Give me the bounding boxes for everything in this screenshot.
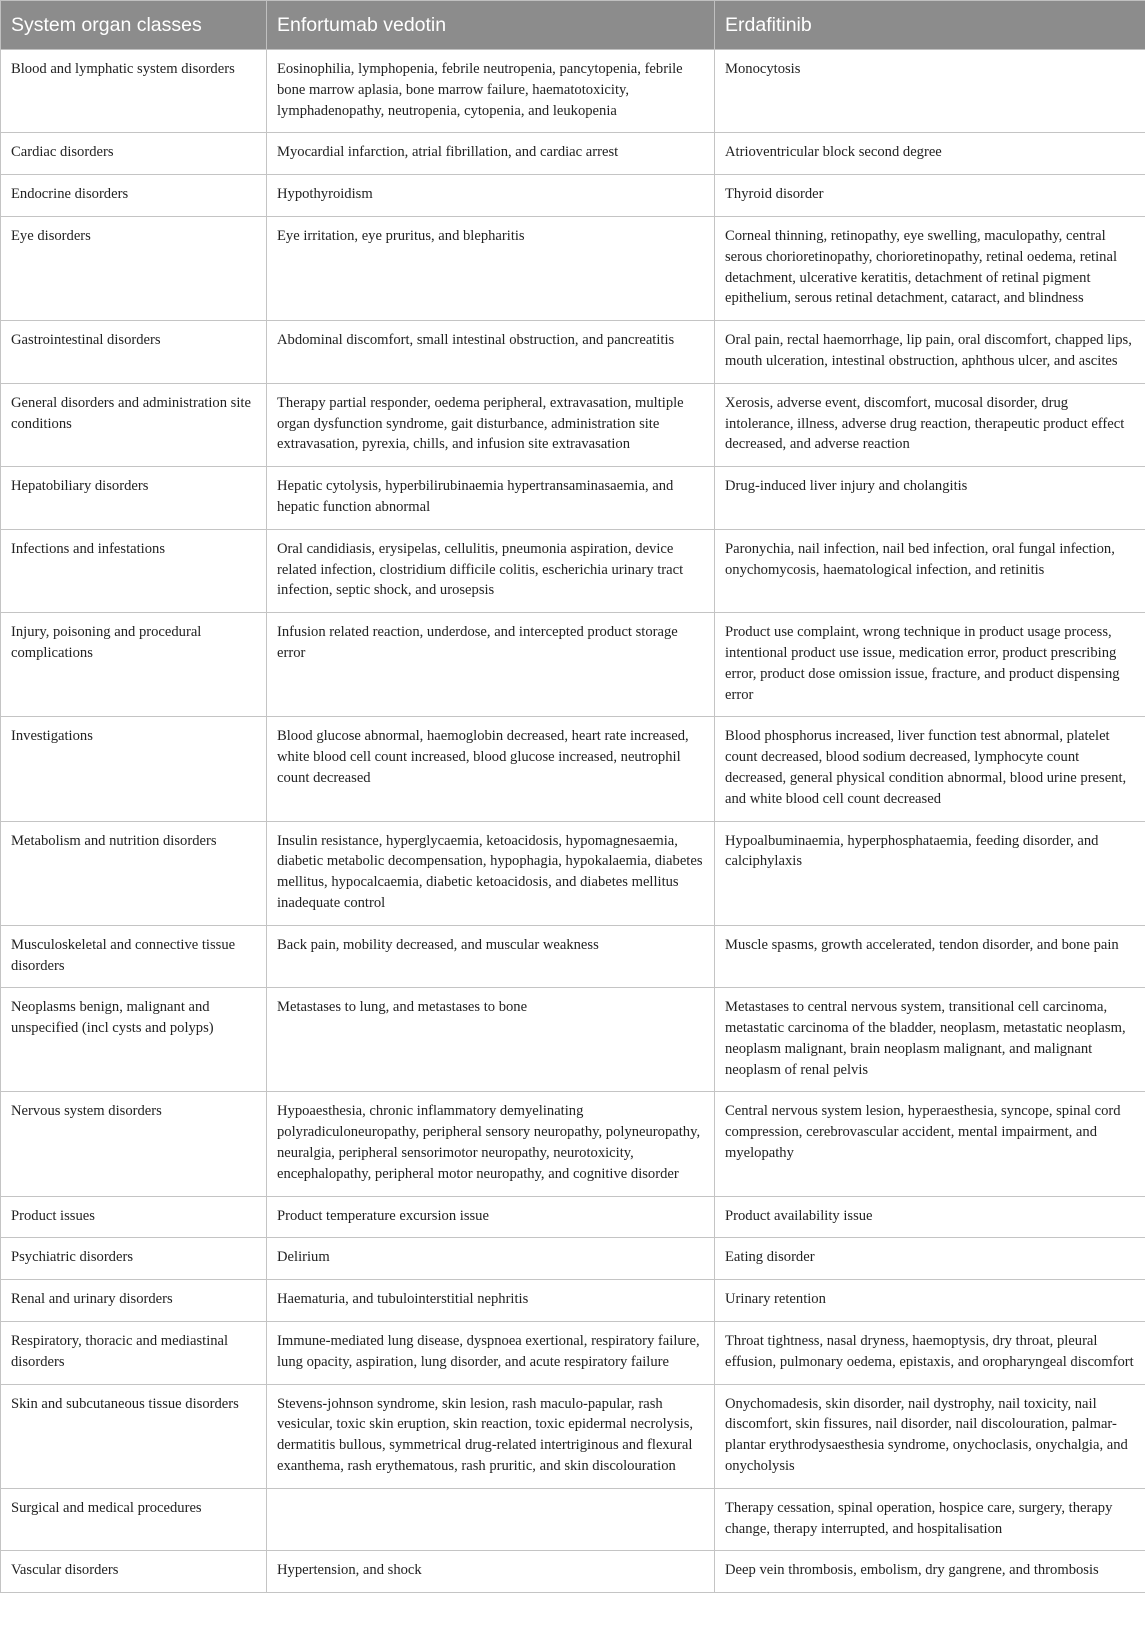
soc-cell: Cardiac disorders xyxy=(1,133,267,175)
erdafitinib-cell: Corneal thinning, retinopathy, eye swelling, maculopathy, central serous chorioretinopathy, chorioretinopathy, retinal oedema, retinal detachment, ulcerative keratitis, detachment of retinal pigment epithelium, serous retinal detachment, cataract, and blindness xyxy=(715,216,1145,320)
soc-cell: Psychiatric disorders xyxy=(1,1238,267,1280)
enfortumab-cell: Immune-mediated lung disease, dyspnoea exertional, respiratory failure, lung opacity, aspiration, lung disorder, and acute respiratory failure xyxy=(267,1322,715,1385)
table-row xyxy=(1,383,1145,466)
soc-cell: Product issues xyxy=(1,1196,267,1238)
soc-cell: Injury, poisoning and procedural complications xyxy=(1,613,267,717)
table-row xyxy=(1,925,1145,988)
table-body xyxy=(1,50,1145,1593)
soc-cell: Gastrointestinal disorders xyxy=(1,321,267,384)
table-row xyxy=(1,1384,1145,1488)
table-row xyxy=(1,1551,1145,1593)
soc-cell: Eye disorders xyxy=(1,216,267,320)
erdafitinib-cell: Product use complaint, wrong technique in product usage process, intentional product use issue, medication error, product prescribing error, product dose omission issue, fracture, and product dispensing error xyxy=(715,613,1145,717)
table-row xyxy=(1,717,1145,821)
table-row xyxy=(1,1238,1145,1280)
enfortumab-cell xyxy=(267,1488,715,1551)
soc-cell: Blood and lymphatic system disorders xyxy=(1,50,267,133)
table-row xyxy=(1,821,1145,925)
table-row xyxy=(1,321,1145,384)
table-row xyxy=(1,1092,1145,1196)
enfortumab-cell: Hypertension, and shock xyxy=(267,1551,715,1593)
table-header xyxy=(1,1,1145,50)
header-erdafitinib: Erdafitinib xyxy=(715,1,1145,50)
erdafitinib-cell: Monocytosis xyxy=(715,50,1145,133)
soc-cell: Surgical and medical procedures xyxy=(1,1488,267,1551)
table-row xyxy=(1,529,1145,612)
erdafitinib-cell: Deep vein thrombosis, embolism, dry gangrene, and thrombosis xyxy=(715,1551,1145,1593)
table-row xyxy=(1,50,1145,133)
erdafitinib-cell: Eating disorder xyxy=(715,1238,1145,1280)
enfortumab-cell: Eosinophilia, lymphopenia, febrile neutropenia, pancytopenia, febrile bone marrow aplasia, bone marrow failure, haematotoxicity, lymphadenopathy, neutropenia, cytopenia, and leukopenia xyxy=(267,50,715,133)
soc-cell: Skin and subcutaneous tissue disorders xyxy=(1,1384,267,1488)
table-row xyxy=(1,1488,1145,1551)
erdafitinib-cell: Muscle spasms, growth accelerated, tendon disorder, and bone pain xyxy=(715,925,1145,988)
soc-cell: Metabolism and nutrition disorders xyxy=(1,821,267,925)
enfortumab-cell: Haematuria, and tubulointerstitial nephritis xyxy=(267,1280,715,1322)
erdafitinib-cell: Blood phosphorus increased, liver function test abnormal, platelet count decreased, blood sodium decreased, lymphocyte count decreased, general physical condition abnormal, blood urine present, and white blood cell count decreased xyxy=(715,717,1145,821)
enfortumab-cell: Delirium xyxy=(267,1238,715,1280)
erdafitinib-cell: Drug-induced liver injury and cholangitis xyxy=(715,467,1145,530)
enfortumab-cell: Back pain, mobility decreased, and muscular weakness xyxy=(267,925,715,988)
header-enfortumab-vedotin: Enfortumab vedotin xyxy=(267,1,715,50)
soc-cell: Hepatobiliary disorders xyxy=(1,467,267,530)
erdafitinib-cell: Therapy cessation, spinal operation, hospice care, surgery, therapy change, therapy interrupted, and hospitalisation xyxy=(715,1488,1145,1551)
table-row xyxy=(1,216,1145,320)
soc-cell: Investigations xyxy=(1,717,267,821)
erdafitinib-cell: Product availability issue xyxy=(715,1196,1145,1238)
soc-cell: Renal and urinary disorders xyxy=(1,1280,267,1322)
enfortumab-cell: Therapy partial responder, oedema peripheral, extravasation, multiple organ dysfunction syndrome, gait disturbance, administration site extravasation, pyrexia, chills, and infusion site extravasation xyxy=(267,383,715,466)
table-row xyxy=(1,133,1145,175)
erdafitinib-cell: Throat tightness, nasal dryness, haemoptysis, dry throat, pleural effusion, pulmonary oedema, epistaxis, and oropharyngeal discomfort xyxy=(715,1322,1145,1385)
enfortumab-cell: Stevens-johnson syndrome, skin lesion, rash maculo-papular, rash vesicular, toxic skin eruption, skin reaction, toxic epidermal necrolysis, dermatitis bullous, symmetrical drug-related intertriginous and flexural exanthema, rash erythematous, rash pruritic, and skin discolouration xyxy=(267,1384,715,1488)
soc-cell: Infections and infestations xyxy=(1,529,267,612)
erdafitinib-cell: Atrioventricular block second degree xyxy=(715,133,1145,175)
soc-cell: Endocrine disorders xyxy=(1,175,267,217)
enfortumab-cell: Oral candidiasis, erysipelas, cellulitis, pneumonia aspiration, device related infection, clostridium difficile colitis, escherichia urinary tract infection, septic shock, and urosepsis xyxy=(267,529,715,612)
header-system-organ-classes: System organ classes xyxy=(1,1,267,50)
table-row xyxy=(1,613,1145,717)
enfortumab-cell: Blood glucose abnormal, haemoglobin decreased, heart rate increased, white blood cell count increased, blood glucose increased, neutrophil count decreased xyxy=(267,717,715,821)
enfortumab-cell: Hypothyroidism xyxy=(267,175,715,217)
erdafitinib-cell: Metastases to central nervous system, transitional cell carcinoma, metastatic carcinoma of the bladder, neoplasm, metastatic neoplasm, neoplasm malignant, brain neoplasm malignant, and malignant neoplasm of renal pelvis xyxy=(715,988,1145,1092)
table-row xyxy=(1,467,1145,530)
soc-cell: Musculoskeletal and connective tissue disorders xyxy=(1,925,267,988)
erdafitinib-cell: Thyroid disorder xyxy=(715,175,1145,217)
enfortumab-cell: Infusion related reaction, underdose, and intercepted product storage error xyxy=(267,613,715,717)
erdafitinib-cell: Central nervous system lesion, hyperaesthesia, syncope, spinal cord compression, cerebrovascular accident, mental impairment, and myelopathy xyxy=(715,1092,1145,1196)
table-row xyxy=(1,1322,1145,1385)
enfortumab-cell: Product temperature excursion issue xyxy=(267,1196,715,1238)
header-row xyxy=(1,1,1145,50)
enfortumab-cell: Hepatic cytolysis, hyperbilirubinaemia hypertransaminasaemia, and hepatic function abnormal xyxy=(267,467,715,530)
soc-cell: Nervous system disorders xyxy=(1,1092,267,1196)
erdafitinib-cell: Urinary retention xyxy=(715,1280,1145,1322)
enfortumab-cell: Metastases to lung, and metastases to bone xyxy=(267,988,715,1092)
table-row xyxy=(1,175,1145,217)
soc-cell: General disorders and administration site conditions xyxy=(1,383,267,466)
erdafitinib-cell: Oral pain, rectal haemorrhage, lip pain, oral discomfort, chapped lips, mouth ulceration, intestinal obstruction, aphthous ulcer, and ascites xyxy=(715,321,1145,384)
enfortumab-cell: Eye irritation, eye pruritus, and blepharitis xyxy=(267,216,715,320)
erdafitinib-cell: Hypoalbuminaemia, hyperphosphataemia, feeding disorder, and calciphylaxis xyxy=(715,821,1145,925)
soc-cell: Vascular disorders xyxy=(1,1551,267,1593)
table-row xyxy=(1,1280,1145,1322)
table-row xyxy=(1,1196,1145,1238)
enfortumab-cell: Abdominal discomfort, small intestinal obstruction, and pancreatitis xyxy=(267,321,715,384)
table-row xyxy=(1,988,1145,1092)
erdafitinib-cell: Onychomadesis, skin disorder, nail dystrophy, nail toxicity, nail discomfort, skin fissures, nail disorder, nail discolouration, palmar-plantar erythrodysaesthesia syndrome, onychoclasis, onychalgia, and onycholysis xyxy=(715,1384,1145,1488)
soc-cell: Respiratory, thoracic and mediastinal disorders xyxy=(1,1322,267,1385)
erdafitinib-cell: Paronychia, nail infection, nail bed infection, oral fungal infection, onychomycosis, haematological infection, and retinitis xyxy=(715,529,1145,612)
enfortumab-cell: Hypoaesthesia, chronic inflammatory demyelinating polyradiculoneuropathy, peripheral sensory neuropathy, polyneuropathy, neuralgia, peripheral sensorimotor neuropathy, neurotoxicity, encephalopathy, peripheral motor neuropathy, and cognitive disorder xyxy=(267,1092,715,1196)
soc-cell: Neoplasms benign, malignant and unspecified (incl cysts and polyps) xyxy=(1,988,267,1092)
erdafitinib-cell: Xerosis, adverse event, discomfort, mucosal disorder, drug intolerance, illness, adverse drug reaction, therapeutic product effect decreased, and adverse reaction xyxy=(715,383,1145,466)
enfortumab-cell: Insulin resistance, hyperglycaemia, ketoacidosis, hypomagnesaemia, diabetic metabolic decompensation, hypophagia, hypokalaemia, diabetes mellitus, hypocalcaemia, diabetic ketoacidosis, and diabetes mellitus inadequate control xyxy=(267,821,715,925)
enfortumab-cell: Myocardial infarction, atrial fibrillation, and cardiac arrest xyxy=(267,133,715,175)
